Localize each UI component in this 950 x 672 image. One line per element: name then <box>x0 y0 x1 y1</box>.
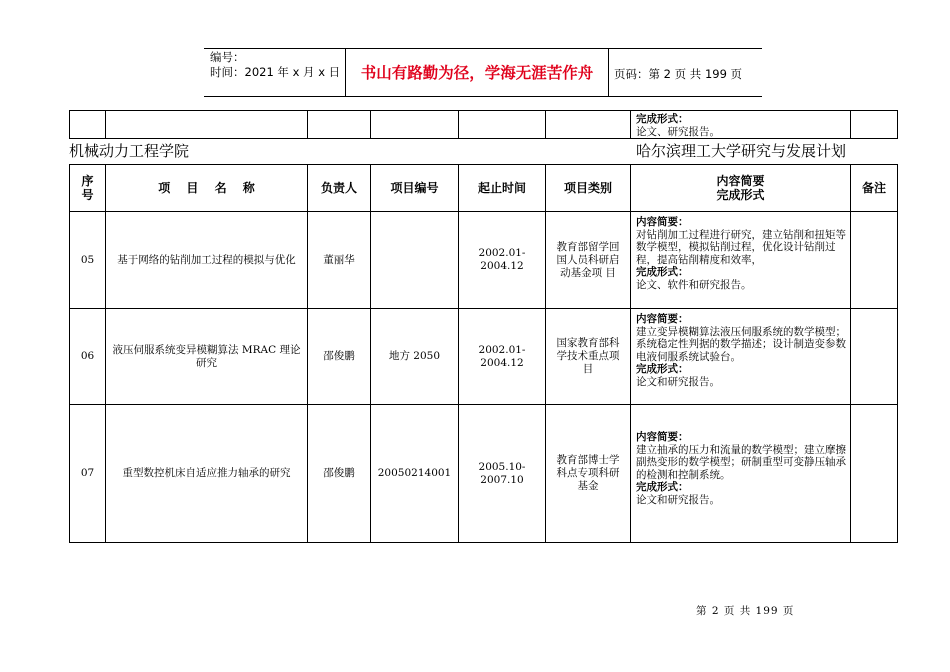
form-label: 完成形式： <box>636 481 689 493</box>
header-type: 项目类别 <box>546 165 631 212</box>
header-meta <box>210 50 340 80</box>
row-leader: 邵俊鹏 <box>308 309 371 405</box>
fragment-form-text: 论文、研究报告。 <box>636 125 720 138</box>
header-content: 内容简要 完成形式 <box>631 165 851 212</box>
row-leader: 董丽华 <box>308 212 371 309</box>
row-seq: 07 <box>70 405 106 543</box>
row-remark <box>851 405 898 543</box>
header-divider-right <box>608 48 609 97</box>
row-period: 2002.01-2004.12 <box>459 212 546 309</box>
fragment-cell <box>70 111 106 139</box>
header-period: 起止时间 <box>459 165 546 212</box>
row-content <box>631 309 851 405</box>
row-remark <box>851 309 898 405</box>
table-row <box>70 405 898 543</box>
fragment-cell <box>459 111 546 139</box>
row-content <box>631 212 851 309</box>
fragment-cell <box>308 111 371 139</box>
fragment-cell <box>546 111 631 139</box>
page-footer: 第 2 页 共 199 页 <box>696 605 795 617</box>
header-motto: 书山有路勤为径，学海无涯苦作舟 <box>360 64 594 82</box>
content-label: 内容简要： <box>636 313 689 325</box>
plan-heading: 哈尔滨理工大学研究与发展计划 <box>636 142 847 160</box>
project-table <box>69 164 898 543</box>
college-heading: 机械动力工程学院 <box>69 142 190 160</box>
fragment-form-label: 完成形式： <box>636 113 689 125</box>
header-remark: 备注 <box>851 165 898 212</box>
row-name: 重型数控机床自适应推力轴承的研究 <box>106 405 308 543</box>
fragment-cell <box>106 111 308 139</box>
content-text: 建立变异模糊算法液压伺服系统的数学模型；系统稳定性判据的数学描述；设计制造变参数电液伺服系统试验台。 <box>636 325 846 363</box>
table-header-row <box>70 165 898 212</box>
table-row <box>70 309 898 405</box>
content-text: 对钻削加工过程进行研究，建立钻削和扭矩等数学模型，模拟钻削过程，优化设计钻削过程，提高钻削精度和效率， <box>636 228 846 266</box>
row-remark <box>851 212 898 309</box>
row-code: 20050214001 <box>371 405 459 543</box>
header-bottom-rule <box>204 96 762 97</box>
header-leader: 负责人 <box>308 165 371 212</box>
fragment-content-cell <box>631 111 851 139</box>
doc-number-label: 编号： <box>210 50 245 64</box>
header-code: 项目编号 <box>371 165 459 212</box>
fragment-cell <box>851 111 898 139</box>
form-label: 完成形式： <box>636 363 689 375</box>
form-text: 论文、软件和研究报告。 <box>636 278 752 291</box>
header-name: 项 目 名 称 <box>106 165 308 212</box>
content-label: 内容简要： <box>636 431 689 443</box>
fragment-cell <box>371 111 459 139</box>
row-period: 2002.01-2004.12 <box>459 309 546 405</box>
row-period: 2005.10-2007.10 <box>459 405 546 543</box>
row-type: 教育部留学回国人员科研启动基金项 目 <box>546 212 631 309</box>
content-text: 建立抽承的压力和流量的数学模型；建立摩擦副热变形的数学模型；研制重型可变静压轴承的检测和控制系统。 <box>636 443 846 481</box>
row-seq: 05 <box>70 212 106 309</box>
row-code <box>371 212 459 309</box>
fragment-table <box>69 110 898 139</box>
row-type: 国家教育部科学技术重点项目 <box>546 309 631 405</box>
header-page-info: 页码：第 2 页 共 199 页 <box>614 67 743 81</box>
row-seq: 06 <box>70 309 106 405</box>
row-name: 液压伺服系统变异模糊算法 MRAC 理论研究 <box>106 309 308 405</box>
form-text: 论文和研究报告。 <box>636 375 720 388</box>
row-name: 基于网络的钻削加工过程的模拟与优化 <box>106 212 308 309</box>
header-seq: 序号 <box>70 165 106 212</box>
form-text: 论文和研究报告。 <box>636 493 720 506</box>
row-leader: 邵俊鹏 <box>308 405 371 543</box>
row-type: 教育部博士学科点专项科研基金 <box>546 405 631 543</box>
content-label: 内容简要： <box>636 216 689 228</box>
table-row <box>70 212 898 309</box>
doc-time: 时间：2021 年 x 月 x 日 <box>210 65 341 79</box>
form-label: 完成形式： <box>636 266 689 278</box>
row-content <box>631 405 851 543</box>
row-code: 地方 2050 <box>371 309 459 405</box>
